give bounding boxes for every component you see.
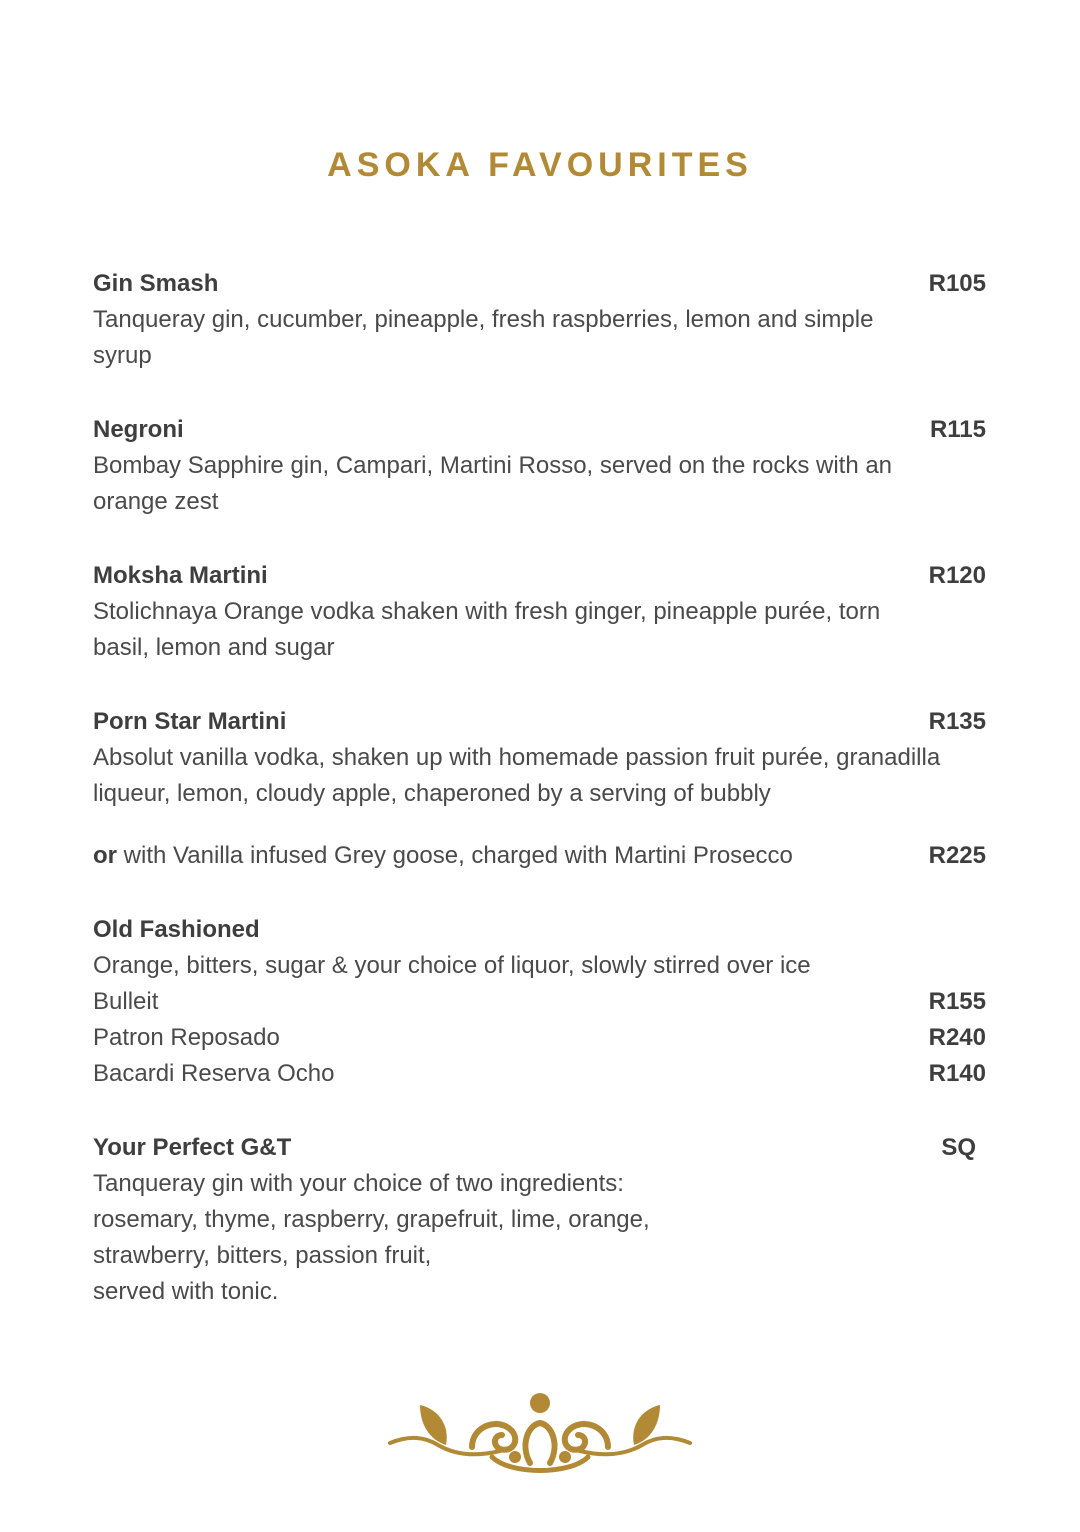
item-name: Gin Smash	[93, 270, 219, 297]
menu-item-gin-smash	[93, 266, 986, 374]
item-description: Absolut vanilla vodka, shaken up with homemade passion fruit purée, granadilla liqueur, lemon, cloudy apple, chaperoned by a serving of bubbly	[93, 744, 941, 807]
option-price: R240	[928, 1024, 986, 1051]
option-name: Patron Reposado	[93, 1024, 280, 1051]
item-price: R115	[929, 416, 986, 443]
item-description: Bombay Sapphire gin, Campari, Martini Rosso, served on the rocks with an orange zest	[93, 452, 893, 515]
alternative-price: R225	[928, 842, 986, 869]
item-description: Tanqueray gin, cucumber, pineapple, fresh raspberries, lemon and simple syrup	[93, 306, 874, 369]
menu-list	[93, 266, 986, 1348]
item-description-line: rosemary, thyme, raspberry, grapefruit, lime, orange,	[93, 1206, 650, 1233]
menu-item-perfect-gt	[93, 1130, 986, 1310]
item-description-line: served with tonic.	[93, 1278, 279, 1305]
item-price: R135	[928, 708, 986, 735]
option-price: R140	[928, 1060, 986, 1087]
option-name: Bacardi Reserva Ocho	[93, 1060, 335, 1087]
alternative-prefix: or	[93, 842, 117, 869]
alternative-description: with Vanilla infused Grey goose, charged with Martini Prosecco	[117, 842, 793, 869]
item-name: Negroni	[93, 416, 184, 443]
item-alternative	[93, 838, 986, 874]
liquor-option	[93, 1020, 986, 1056]
menu-item-negroni	[93, 412, 986, 520]
item-description-line: strawberry, bitters, passion fruit,	[93, 1242, 432, 1269]
item-price: R120	[928, 562, 986, 589]
page-title: ASOKA FAVOURITES	[327, 146, 753, 184]
item-description: Stolichnaya Orange vodka shaken with fresh ginger, pineapple purée, torn basil, lemon and sugar	[93, 598, 881, 661]
item-description: Orange, bitters, sugar & your choice of liquor, slowly stirred over ice	[93, 952, 811, 979]
liquor-option	[93, 1056, 986, 1092]
option-name: Bulleit	[93, 988, 159, 1015]
item-name: Old Fashioned	[93, 916, 260, 943]
menu-item-porn-star-martini	[93, 704, 986, 874]
menu-item-moksha-martini	[93, 558, 986, 666]
item-name: Your Perfect G&T	[93, 1134, 292, 1161]
liquor-option	[93, 984, 986, 1020]
item-name: Moksha Martini	[93, 562, 268, 589]
option-price: R155	[928, 988, 986, 1015]
item-price: SQ	[941, 1134, 976, 1161]
item-description-line: Tanqueray gin with your choice of two ingredients:	[93, 1170, 624, 1197]
menu-item-old-fashioned	[93, 912, 986, 1092]
alternative-text	[93, 838, 793, 874]
item-name: Porn Star Martini	[93, 708, 287, 735]
item-price: R105	[928, 270, 986, 297]
gold-scroll-ornament-icon	[380, 1385, 700, 1480]
